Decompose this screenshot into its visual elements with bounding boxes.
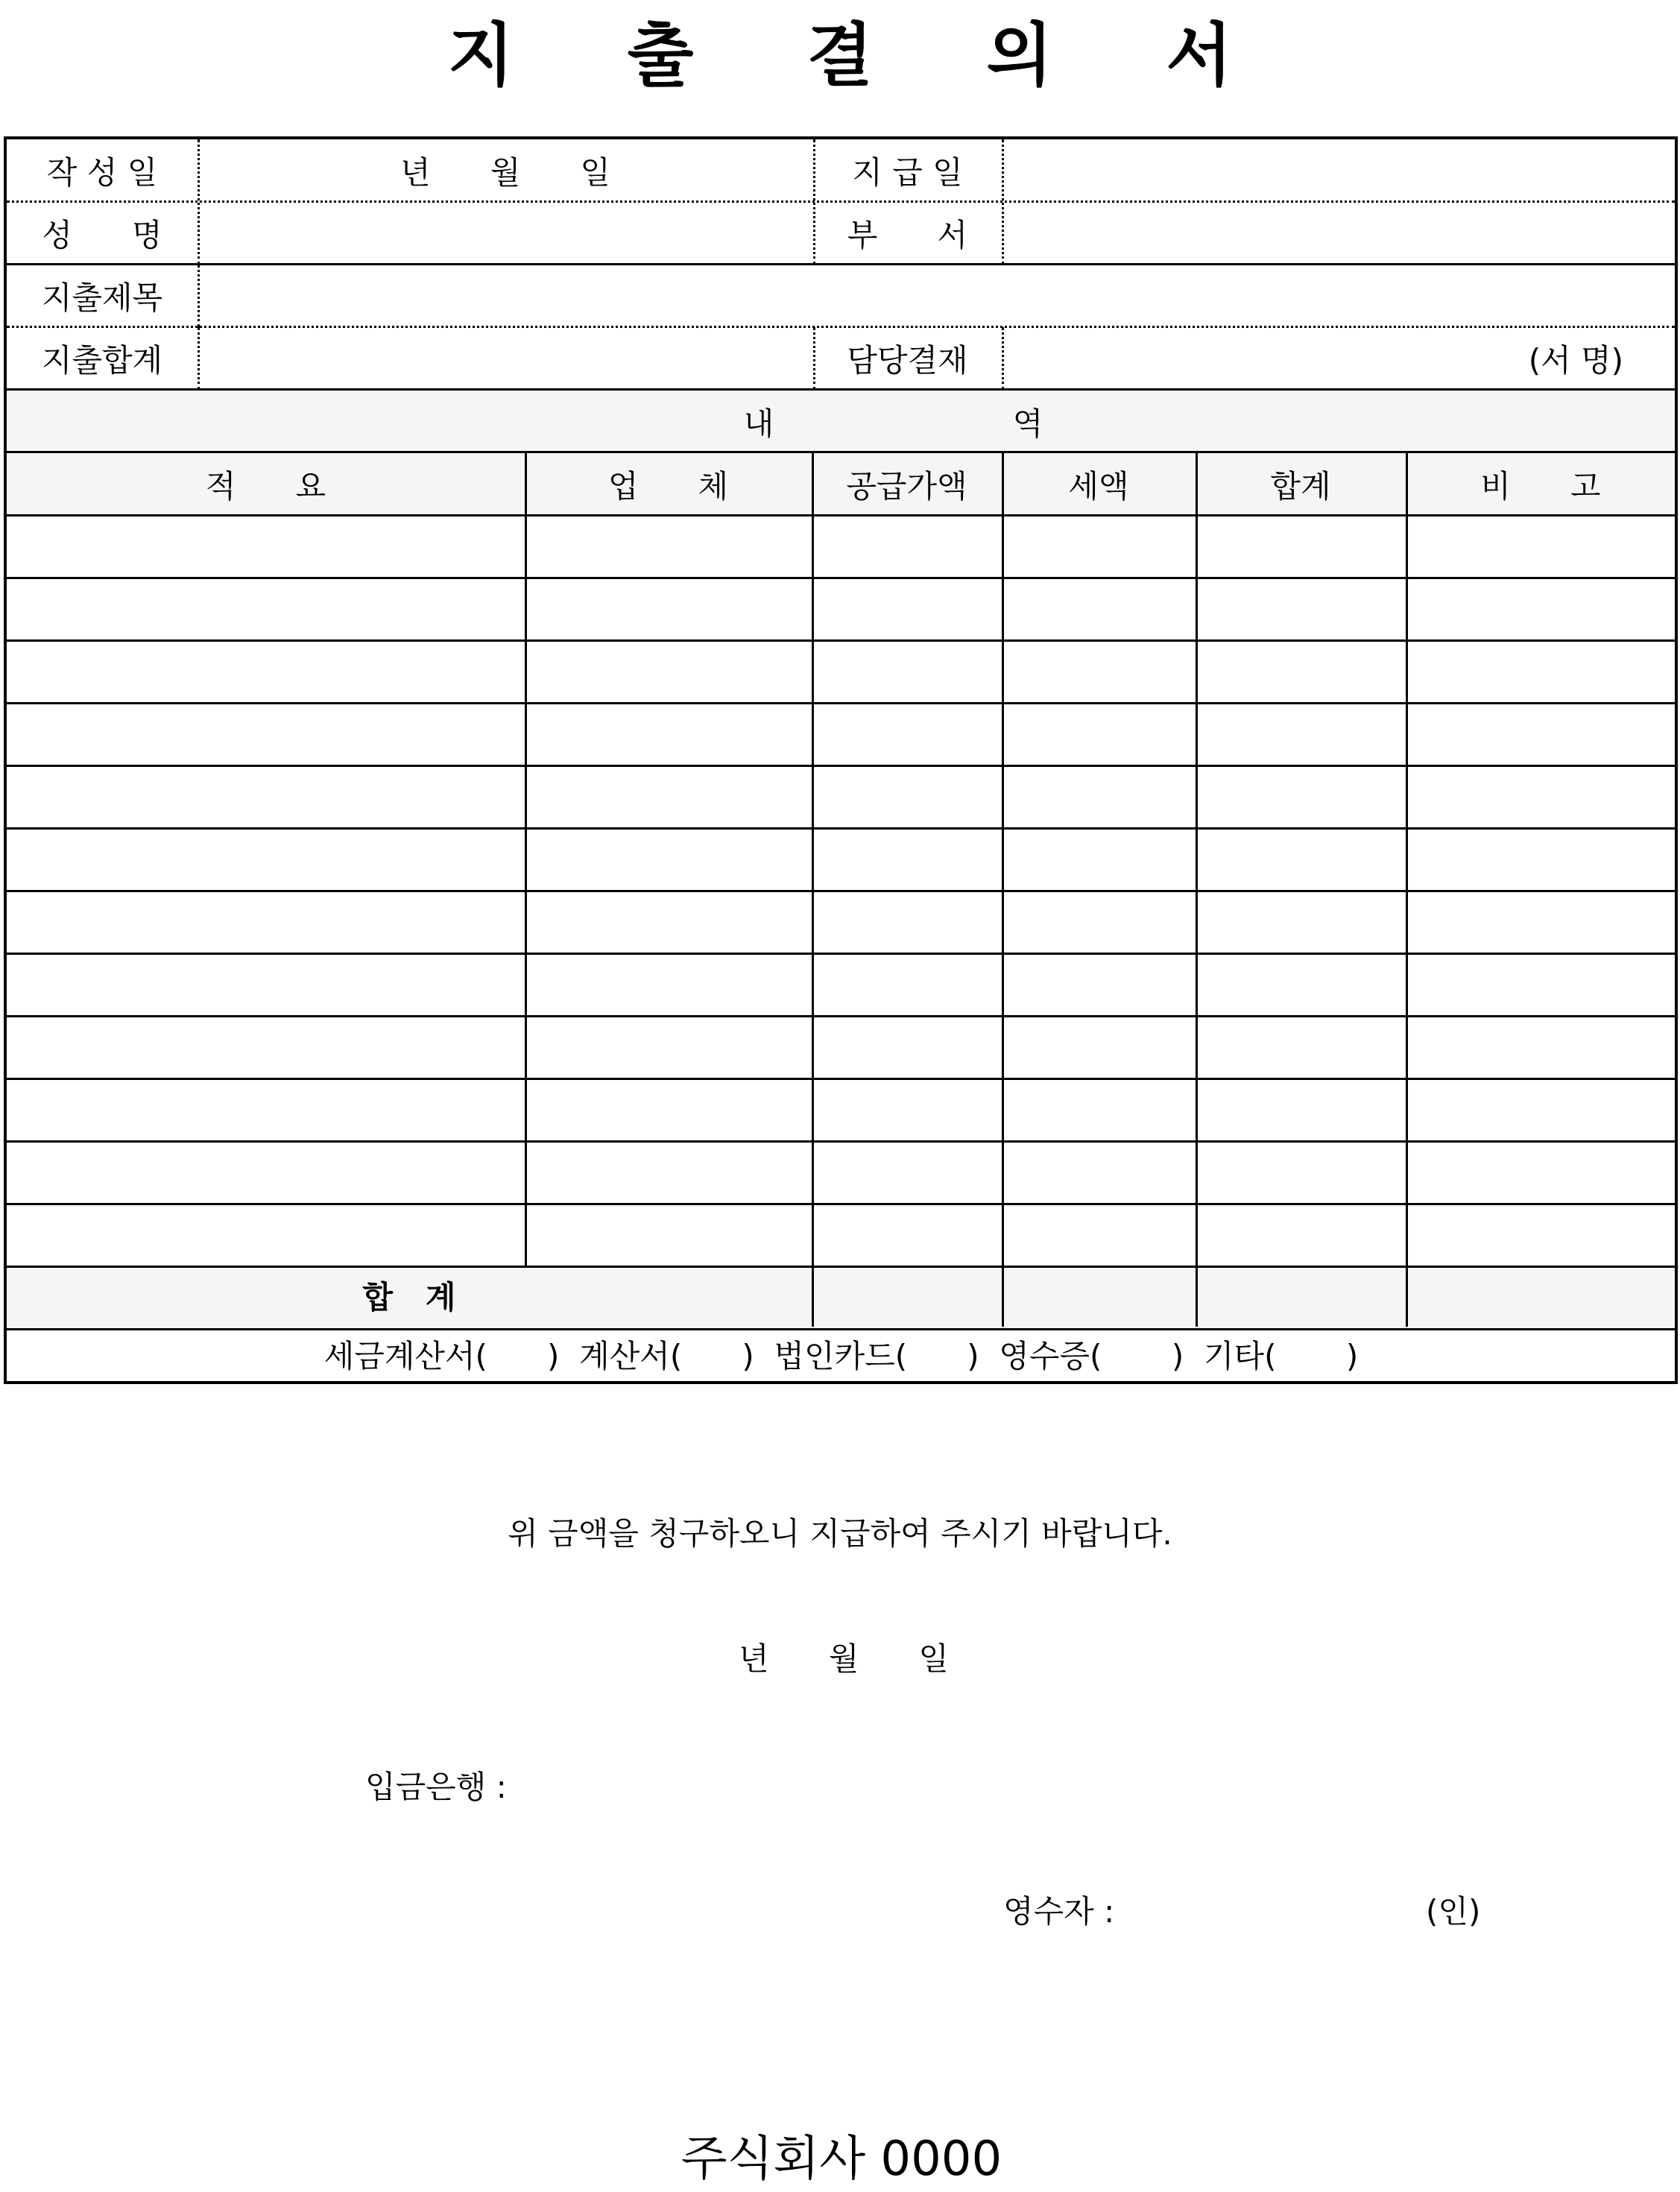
cell-sum[interactable] (1196, 891, 1406, 954)
name-label: 성 명 (42, 217, 162, 253)
cell-tax[interactable] (1002, 954, 1196, 1017)
cell-tax[interactable] (1002, 578, 1196, 641)
cell-remarks[interactable] (1406, 829, 1676, 891)
cell-tax[interactable] (1002, 641, 1196, 704)
cell-supply-amount[interactable] (812, 1142, 1002, 1204)
divider (1196, 453, 1198, 1327)
write-date-field[interactable]: 년 월 일 (400, 154, 610, 191)
divider (1002, 453, 1004, 1327)
cell-tax[interactable] (1002, 1142, 1196, 1204)
approval-label: 담당결재 (847, 342, 968, 379)
name-field[interactable] (198, 202, 813, 265)
divider (198, 265, 200, 327)
receiver-label: 영수자 : (1003, 1893, 1115, 1930)
column-supply-amount: 공급가액 (846, 468, 967, 505)
table-row (7, 954, 1675, 1017)
divider (7, 1015, 1675, 1017)
cell-sum[interactable] (1196, 641, 1406, 704)
cell-vendor[interactable] (525, 516, 812, 578)
divider (525, 453, 527, 1267)
cell-sum[interactable] (1196, 704, 1406, 766)
cell-remarks[interactable] (1406, 704, 1676, 766)
cell-sum[interactable] (1196, 766, 1406, 829)
divider (7, 514, 1675, 517)
column-remarks: 비 고 (1480, 468, 1601, 505)
details-column-header (7, 453, 1675, 516)
table-row (7, 578, 1675, 641)
divider (813, 139, 815, 265)
expense-form (4, 136, 1678, 1384)
cell-description[interactable] (7, 516, 525, 578)
cell-tax[interactable] (1002, 516, 1196, 578)
cell-remarks[interactable] (1406, 1017, 1676, 1079)
total-remarks[interactable] (1406, 1264, 1676, 1327)
divider (7, 577, 1675, 579)
cell-description[interactable] (7, 766, 525, 829)
cell-vendor[interactable] (525, 578, 812, 641)
cell-tax[interactable] (1002, 766, 1196, 829)
cell-supply-amount[interactable] (812, 516, 1002, 578)
cell-vendor[interactable] (525, 766, 812, 829)
cell-supply-amount[interactable] (812, 578, 1002, 641)
cell-description[interactable] (7, 954, 525, 1017)
cell-description[interactable] (7, 891, 525, 954)
cell-tax[interactable] (1002, 829, 1196, 891)
cell-tax[interactable] (1002, 1017, 1196, 1079)
cell-remarks[interactable] (1406, 1204, 1676, 1267)
evidence-row (7, 1327, 1675, 1382)
table-row (7, 1204, 1675, 1267)
row-total (7, 327, 1675, 390)
request-text: 위 금액을 청구하오니 지급하여 주시기 바랍니다. (508, 1515, 1172, 1552)
divider (7, 1140, 1675, 1143)
cell-vendor[interactable] (525, 1017, 812, 1079)
cell-sum[interactable] (1196, 1204, 1406, 1267)
cell-sum[interactable] (1196, 954, 1406, 1017)
column-sum: 합계 (1270, 468, 1331, 505)
cell-remarks[interactable] (1406, 891, 1676, 954)
pay-date-field[interactable] (1002, 139, 1676, 202)
table-row (7, 1017, 1675, 1079)
column-vendor: 업 체 (607, 468, 729, 505)
company-name: 주식회사 0000 (680, 2132, 1002, 2187)
cell-description[interactable] (7, 578, 525, 641)
cell-tax[interactable] (1002, 1204, 1196, 1267)
table-row (7, 704, 1675, 766)
cell-remarks[interactable] (1406, 578, 1676, 641)
cell-supply-amount[interactable] (812, 704, 1002, 766)
cell-sum[interactable] (1196, 578, 1406, 641)
document-title: 지 출 결 의 서 (447, 16, 1278, 95)
divider (7, 1078, 1675, 1080)
row-subject (7, 265, 1675, 327)
cell-supply-amount[interactable] (812, 829, 1002, 891)
details-section-header (7, 391, 1675, 453)
table-row (7, 1142, 1675, 1204)
total-label: 지출합계 (41, 342, 163, 379)
divider (7, 1328, 1675, 1330)
table-row (7, 641, 1675, 704)
cell-description[interactable] (7, 1142, 525, 1204)
table-row (7, 516, 1675, 578)
divider (7, 953, 1675, 955)
cell-supply-amount[interactable] (812, 954, 1002, 1017)
cell-description[interactable] (7, 641, 525, 704)
table-row (7, 829, 1675, 891)
signature-note[interactable]: (서 명) (1528, 342, 1623, 379)
cell-description[interactable] (7, 704, 525, 766)
divider (1406, 453, 1408, 1327)
cell-vendor[interactable] (525, 1204, 812, 1267)
cell-remarks[interactable] (1406, 516, 1676, 578)
cell-tax[interactable] (1002, 891, 1196, 954)
column-tax: 세액 (1068, 468, 1129, 505)
cell-vendor[interactable] (525, 891, 812, 954)
divider (7, 639, 1675, 642)
divider (198, 327, 200, 390)
cell-remarks[interactable] (1406, 766, 1676, 829)
cell-tax[interactable] (1002, 704, 1196, 766)
table-row (7, 766, 1675, 829)
cell-tax[interactable] (1002, 1079, 1196, 1142)
evidence-line: 세금계산서( ) 계산서( ) 법인카드( ) 영수증( ) 기타( ) (323, 1338, 1359, 1374)
row-write-date (7, 139, 1675, 202)
total-tax[interactable] (1002, 1264, 1196, 1327)
cell-vendor[interactable] (525, 1142, 812, 1204)
divider (813, 327, 815, 390)
cell-supply-amount[interactable] (812, 1017, 1002, 1079)
total-supply-amount[interactable] (812, 1264, 1002, 1327)
cell-sum[interactable] (1196, 516, 1406, 578)
cell-remarks[interactable] (1406, 641, 1676, 704)
cell-supply-amount[interactable] (812, 891, 1002, 954)
divider (7, 890, 1675, 892)
write-date-label: 작 성 일 (46, 154, 158, 191)
cell-sum[interactable] (1196, 1079, 1406, 1142)
divider (1002, 139, 1004, 265)
divider (7, 1266, 1675, 1268)
subject-label: 지출제목 (41, 279, 163, 316)
divider (7, 827, 1675, 830)
divider (7, 702, 1675, 704)
cell-supply-amount[interactable] (812, 766, 1002, 829)
row-name (7, 202, 1675, 265)
column-description: 적 요 (205, 468, 326, 505)
cell-vendor[interactable] (525, 829, 812, 891)
cell-supply-amount[interactable] (812, 1079, 1002, 1142)
cell-vendor[interactable] (525, 641, 812, 704)
cell-description[interactable] (7, 1017, 525, 1079)
bank-label: 입금은행 : (365, 1769, 507, 1805)
cell-vendor[interactable] (525, 1079, 812, 1142)
cell-description[interactable] (7, 1079, 525, 1142)
total-field[interactable] (198, 327, 813, 390)
cell-sum[interactable] (1196, 1142, 1406, 1204)
details-total-row (7, 1264, 1675, 1327)
divider (198, 139, 200, 265)
table-row (7, 891, 1675, 954)
cell-supply-amount[interactable] (812, 1204, 1002, 1267)
cell-remarks[interactable] (1406, 1079, 1676, 1142)
cell-remarks[interactable] (1406, 954, 1676, 1017)
dept-field[interactable] (1002, 202, 1676, 265)
details-section-title: 내 역 (743, 405, 1043, 442)
cell-description[interactable] (7, 829, 525, 891)
cell-sum[interactable] (1196, 1017, 1406, 1079)
footer-date-line: 년 월 일 (739, 1640, 949, 1677)
pay-date-label: 지 급 일 (852, 154, 963, 191)
cell-vendor[interactable] (525, 704, 812, 766)
cell-description[interactable] (7, 1204, 525, 1267)
divider (812, 453, 814, 1327)
divider (1002, 327, 1004, 390)
cell-supply-amount[interactable] (812, 641, 1002, 704)
subject-field[interactable] (198, 265, 1676, 327)
seal-mark: (인) (1426, 1893, 1481, 1930)
divider (7, 1203, 1675, 1205)
table-row (7, 1079, 1675, 1142)
total-sum[interactable] (1196, 1264, 1406, 1327)
divider (7, 765, 1675, 767)
details-total-label: 합 계 (362, 1279, 456, 1315)
cell-remarks[interactable] (1406, 1142, 1676, 1204)
cell-vendor[interactable] (525, 954, 812, 1017)
cell-sum[interactable] (1196, 829, 1406, 891)
dept-label: 부 서 (847, 217, 968, 253)
